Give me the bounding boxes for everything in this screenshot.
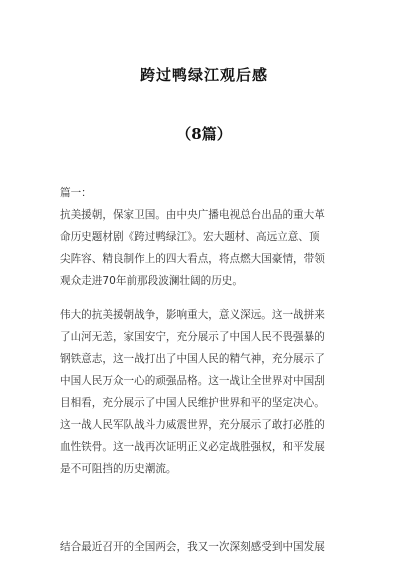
section-label: 篇一： [60,187,92,199]
paragraph-2: 伟大的抗美援朝战争，影响重大，意义深远。这一战拼来 了山河无恙，家国安宁，充分展示了中国人民不畏强暴的 钢铁意志，这一战打出了中国人民的精气神，充分展示了 中国人民万众一心的顽强品格。这一战让全世界对中国刮 目相看，充分展示了中国人民维护世界和平的坚定决心。 这一战人民军队战斗力威震世界，充分展示了敢打必胜的 血性铁骨。这一战再次证明正义必定战胜强权，和平发展 是不可阻挡的历史潮流。 [60,309,325,475]
paragraph-3: 结合最近召开的全国两会，我又一次深刻感受到中国发展 [60,541,325,553]
document-subtitle: （8篇） [176,125,232,143]
document-title: 跨过鸭绿江观后感 [139,66,268,84]
paragraph-1: 抗美援朝，保家卫国。由中央广播电视总台出品的重大革 命历史题材剧《跨过鸭绿江》。宏大题材、高远立意、顶 尖阵容、精良制作上的四大看点，将点燃大国豪情，带领 观众走进70年前那段波澜壮阔的历史。 [60,209,325,287]
